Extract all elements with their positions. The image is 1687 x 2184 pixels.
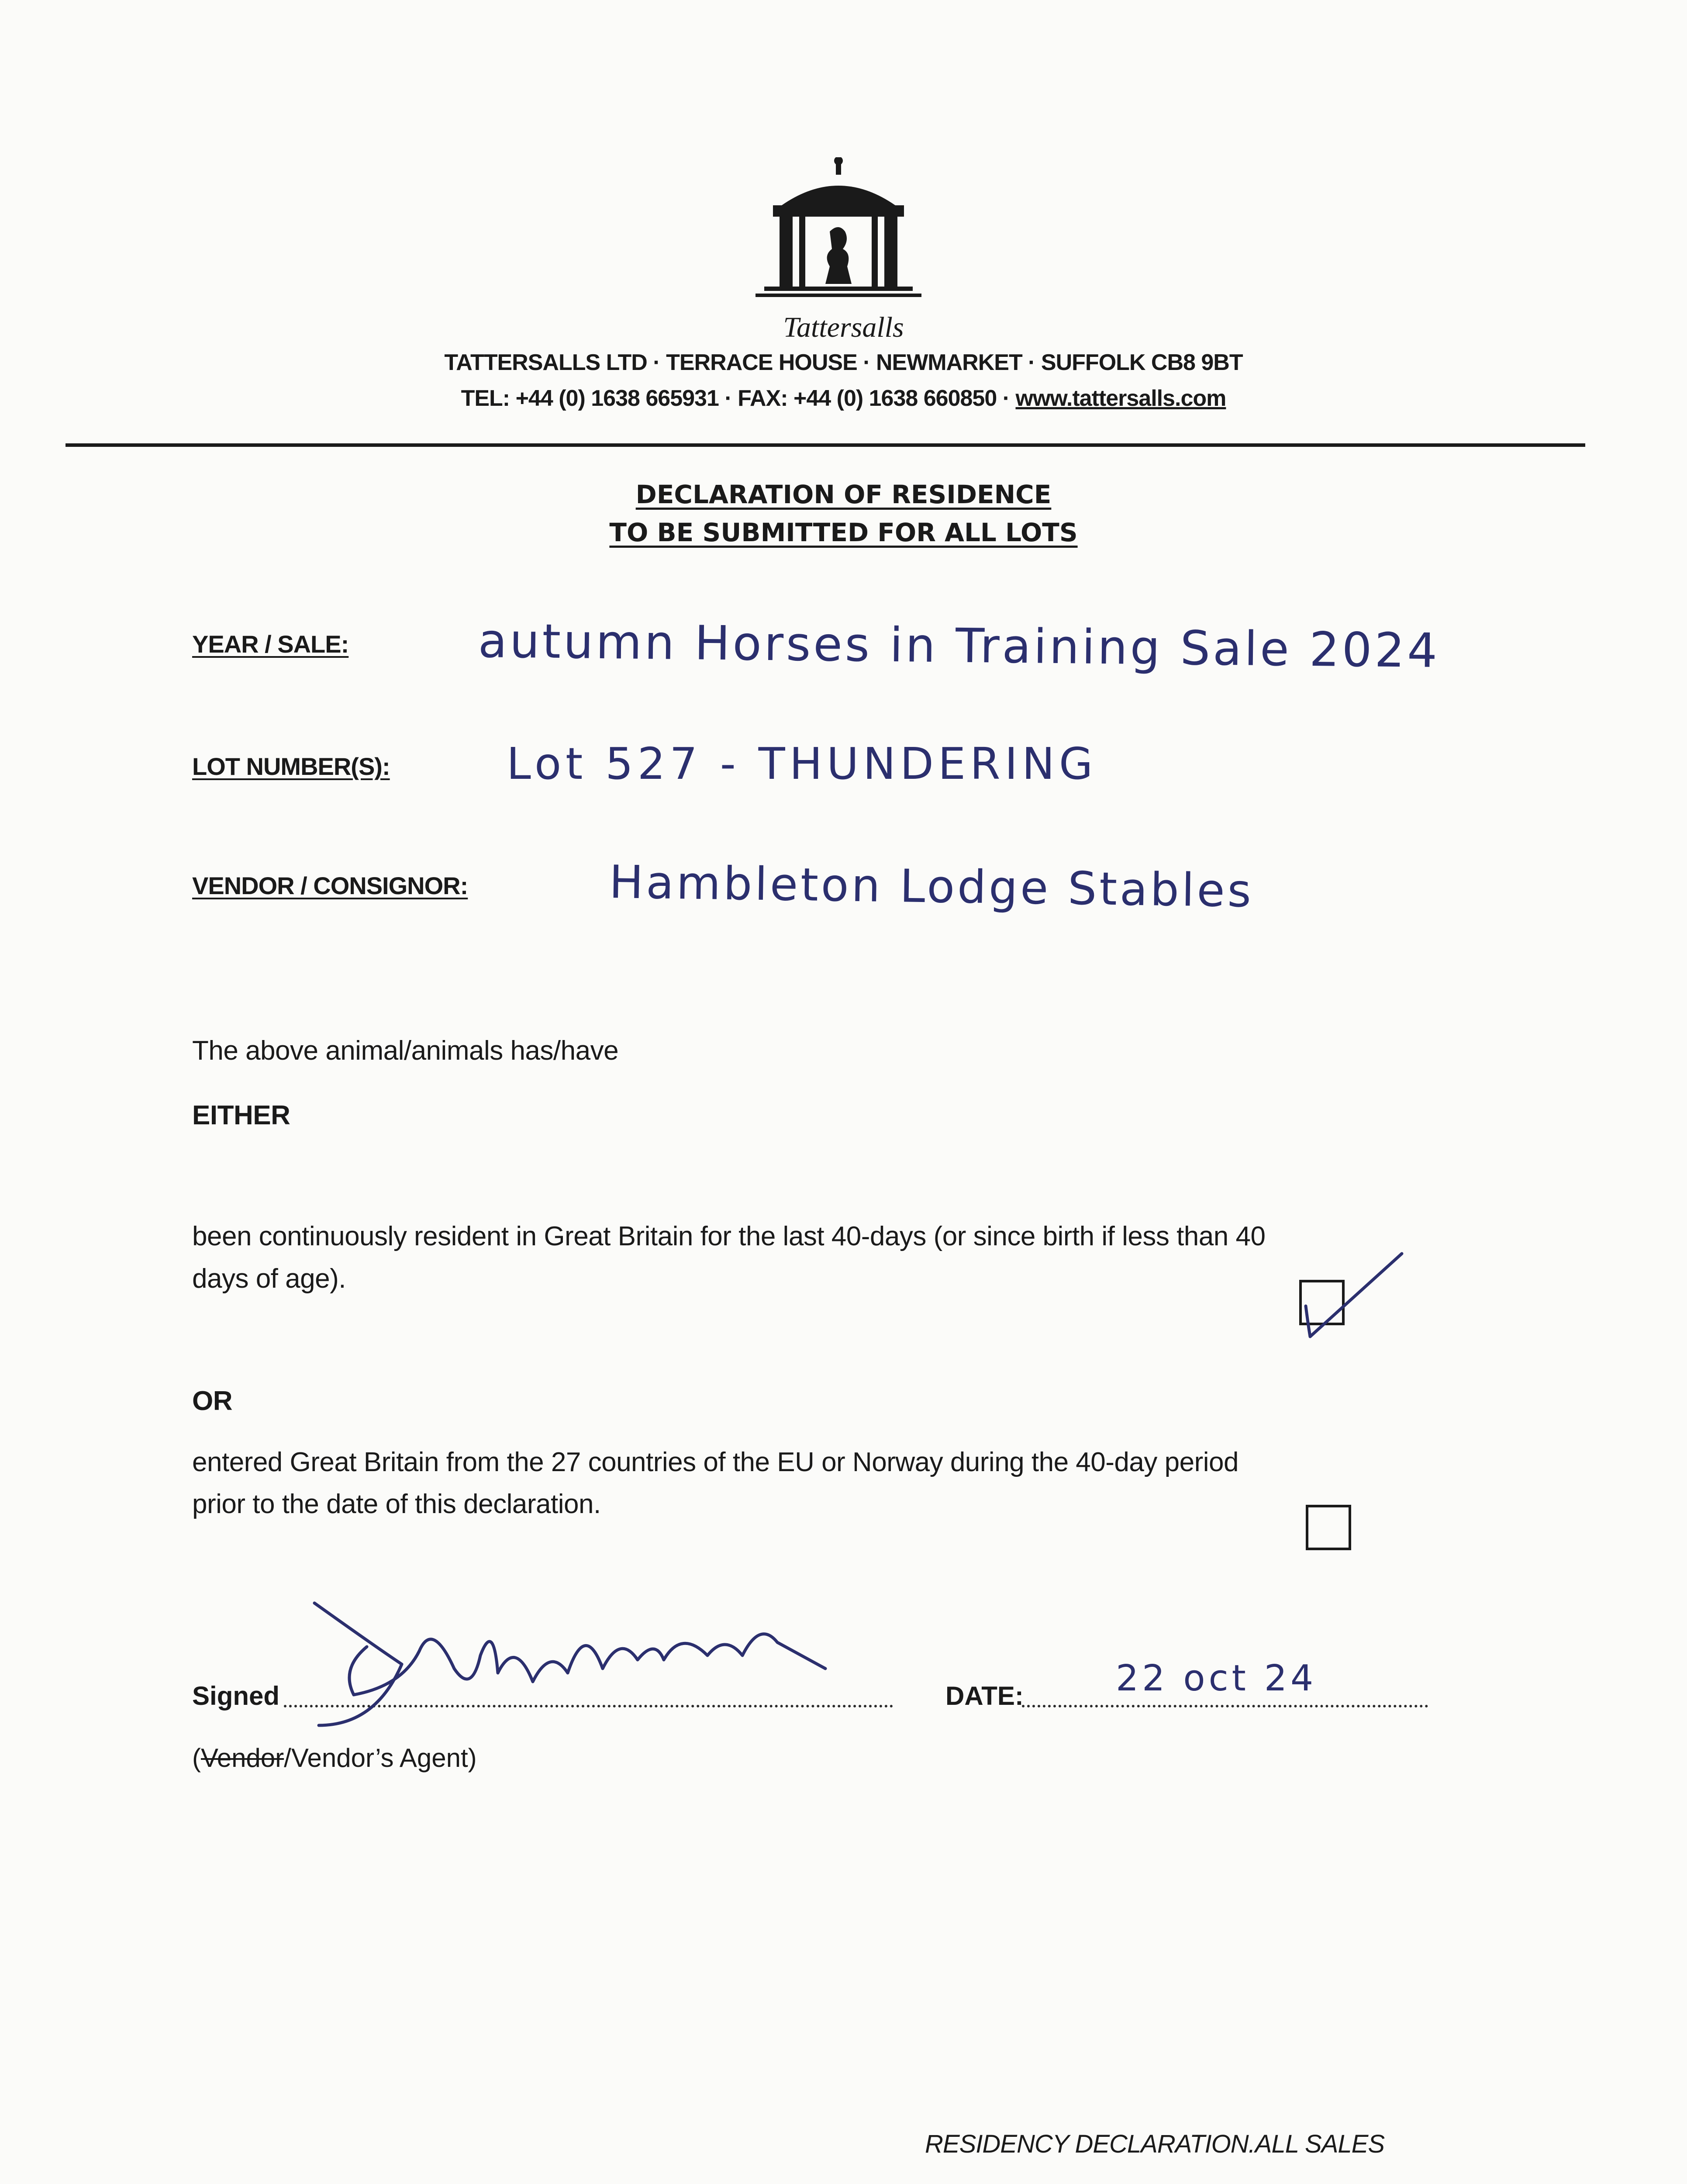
checkmark-icon: [1293, 1249, 1406, 1350]
option2-text-line2: prior to the date of this declaration.: [192, 1489, 601, 1519]
option2-text-line1: entered Great Britain from the 27 countries of the EU or Norway during the 40-day period: [192, 1447, 1239, 1477]
year-sale-value[interactable]: autumn Horses in Training Sale 2024: [478, 614, 1440, 679]
or-label: OR: [192, 1386, 232, 1416]
option1-text-line1: been continuously resident in Great Britain for the last 40-days (or since birth if less than 40: [192, 1221, 1266, 1251]
role-agent: /Vendor’s Agent): [284, 1743, 477, 1773]
lot-numbers-value[interactable]: Lot 527 - THUNDERING: [507, 738, 1097, 789]
tattersalls-logo-icon: [738, 157, 948, 306]
brand-name: Tattersalls: [783, 311, 904, 343]
footer-reference: RESIDENCY DECLARATION.ALL SALES: [925, 2130, 1385, 2158]
lot-numbers-label: LOT NUMBER(S):: [192, 753, 390, 780]
form-title-line1: DECLARATION OF RESIDENCE: [635, 480, 1052, 509]
date-label: DATE:: [945, 1681, 1024, 1711]
signer-role-label: [192, 1743, 477, 1773]
contact-phone-fax: TEL: +44 (0) 1638 665931 · FAX: +44 (0) 1638 660850 ·: [461, 386, 1016, 411]
website-link[interactable]: www.tattersalls.com: [1015, 386, 1226, 411]
form-title-line2: TO BE SUBMITTED FOR ALL LOTS: [609, 518, 1078, 547]
signed-label: Signed: [192, 1681, 280, 1711]
address-line: TATTERSALLS LTD · TERRACE HOUSE · NEWMARKET · SUFFOLK CB8 9BT: [444, 350, 1243, 375]
either-label: EITHER: [192, 1100, 290, 1130]
header-divider: [66, 443, 1585, 447]
option2-checkbox[interactable]: [1306, 1505, 1351, 1550]
intro-text: The above animal/animals has/have: [192, 1036, 619, 1066]
role-open-paren: (: [192, 1743, 201, 1773]
vendor-consignor-value[interactable]: Hambleton Lodge Stables: [609, 855, 1254, 918]
handwritten-signature: [288, 1594, 856, 1734]
year-sale-label: YEAR / SALE:: [192, 630, 349, 658]
option1-text-line2: days of age).: [192, 1264, 346, 1294]
role-struck-vendor: Vendor: [200, 1743, 284, 1773]
vendor-consignor-label: VENDOR / CONSIGNOR:: [192, 872, 468, 899]
contact-line: [0, 385, 1687, 411]
date-value[interactable]: 22 oct 24: [1116, 1658, 1317, 1699]
